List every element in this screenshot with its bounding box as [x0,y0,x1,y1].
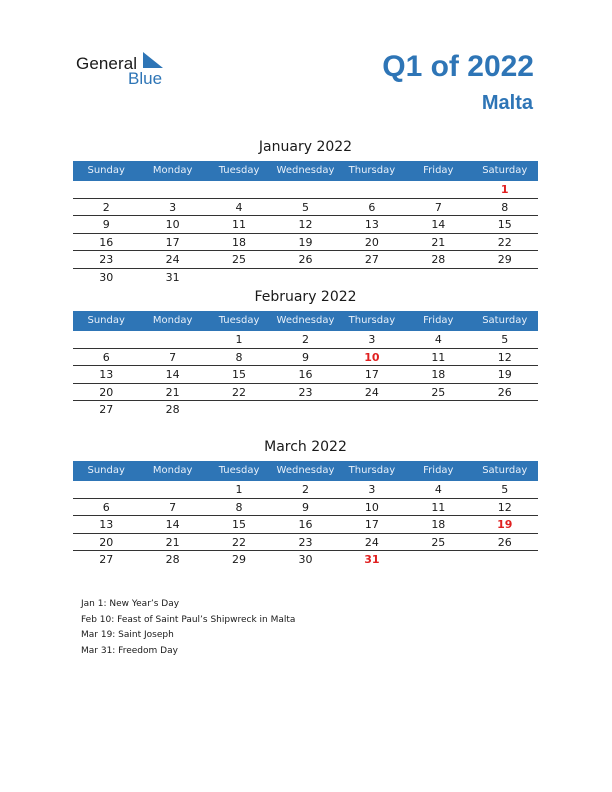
day-cell: 25 [431,535,446,549]
day-cell: 6 [102,500,110,514]
day-cell: 11 [232,218,247,231]
weekday-header [73,161,538,181]
day-cell: 12 [497,350,512,364]
week-row [73,181,538,199]
day-cell: 28 [165,403,180,416]
weekday-label: Thursday [348,165,396,176]
day-cell: 29 [497,253,512,266]
day-cell: 25 [232,253,247,266]
weekday-label: Tuesday [218,465,260,476]
month-title: January 2022 [258,139,353,155]
day-cell: 27 [99,553,114,566]
weekday-label: Monday [152,315,193,326]
day-cell: 29 [232,553,247,566]
weekday-label: Friday [423,465,454,476]
week-row [73,331,538,349]
week-row [73,481,538,499]
day-cell: 18 [232,235,247,249]
country-name: Malta [481,92,533,114]
day-cell: 24 [165,253,180,266]
weekday-label: Tuesday [218,165,260,176]
week-row [73,499,538,517]
day-cell: 11 [431,350,446,364]
week-row [73,199,538,217]
day-cell: 1 [235,483,243,496]
day-cell: 7 [434,200,442,214]
day-cell: 23 [298,535,313,549]
month-calendar-march [73,437,538,569]
week-row [73,551,538,569]
holiday-day-cell: 10 [364,350,380,364]
day-cell [206,181,272,198]
day-cell: 14 [165,518,180,531]
holiday-note: Jan 1: New Year’s Day [81,599,180,609]
day-cell: 7 [169,350,177,364]
day-cell [405,269,471,287]
day-cell: 9 [301,500,309,514]
day-cell: 10 [364,500,379,514]
day-cell: 5 [301,200,309,214]
day-cell: 9 [301,350,309,364]
day-cell: 12 [298,218,313,231]
day-cell: 15 [232,518,247,531]
day-cell: 19 [497,368,512,381]
weekday-label: Thursday [348,315,396,326]
holiday-day-cell: 31 [364,553,380,566]
holiday-day-cell: 1 [500,183,509,196]
day-cell: 24 [364,385,379,399]
month-calendar-january [73,137,538,286]
week-row [73,366,538,384]
day-cell: 3 [368,333,376,346]
day-cell: 16 [298,518,313,531]
weekday-label: Saturday [482,165,528,176]
week-row [73,516,538,534]
day-cell: 3 [169,200,177,214]
day-cell: 15 [232,368,247,381]
day-cell: 27 [99,403,114,416]
day-cell: 2 [102,200,110,214]
weekday-label: Tuesday [218,315,260,326]
weekday-label: Wednesday [276,165,335,176]
month-title: March 2022 [264,439,347,455]
week-row [73,251,538,269]
week-row [73,234,538,252]
weekday-label: Monday [152,165,193,176]
day-cell: 21 [165,535,180,549]
day-cell: 13 [99,368,114,381]
day-cell: 17 [165,235,180,249]
day-cell: 4 [434,483,442,496]
day-cell: 22 [232,535,247,549]
day-cell [405,401,471,419]
day-cell: 20 [99,535,114,549]
day-cell: 15 [497,218,512,231]
day-cell: 18 [431,518,446,531]
day-cell: 7 [169,500,177,514]
logo-text-blue: Blue [128,69,163,88]
logo-triangle-icon [143,52,165,70]
holiday-note: Feb 10: Feast of Saint Paul’s Shipwreck in Malta [81,614,296,625]
day-cell [339,181,405,198]
day-cell: 18 [431,368,446,381]
day-cell: 26 [497,535,512,549]
day-cell: 26 [298,253,313,266]
week-row [73,401,538,419]
logo-text-general: General [76,54,138,73]
day-cell: 22 [497,235,512,249]
weekday-label: Friday [423,315,454,326]
day-cell: 11 [431,500,446,514]
day-cell [139,331,205,348]
day-cell [405,551,471,569]
day-cell: 21 [165,385,180,399]
day-cell [206,269,272,287]
day-cell: 6 [368,200,376,214]
day-cell [339,401,405,419]
day-cell [272,401,338,419]
day-cell [139,481,205,498]
weekday-label: Sunday [87,315,125,326]
weekday-header [73,311,538,331]
weekday-label: Wednesday [276,315,335,326]
day-cell [73,481,139,498]
day-cell: 2 [301,333,309,346]
weekday-label: Saturday [482,465,528,476]
day-cell [472,401,538,419]
day-cell: 14 [431,218,446,231]
day-cell [206,401,272,419]
week-row [73,349,538,367]
week-row [73,384,538,402]
day-cell: 8 [235,350,243,364]
day-cell: 30 [99,270,114,284]
day-cell: 10 [165,218,180,231]
day-cell: 28 [165,553,180,566]
day-cell: 19 [298,235,313,249]
day-cell: 31 [165,270,180,284]
day-cell [472,551,538,569]
day-cell: 6 [102,350,110,364]
day-cell [139,181,205,198]
day-cell: 23 [99,253,114,266]
day-cell: 2 [301,483,309,496]
day-cell: 5 [501,483,509,496]
month-calendar-february [73,287,538,419]
day-cell: 4 [235,200,243,214]
day-cell: 17 [364,518,379,531]
day-cell [339,269,405,287]
day-cell [73,181,139,198]
day-cell [405,181,471,198]
day-cell: 26 [497,385,512,399]
day-cell: 27 [364,253,379,266]
day-cell: 13 [99,518,114,531]
day-cell: 16 [298,368,313,381]
holiday-day-cell: 19 [497,518,513,531]
day-cell: 30 [298,553,313,566]
day-cell: 20 [99,385,114,399]
day-cell: 8 [501,200,509,214]
weekday-label: Sunday [87,465,125,476]
weekday-label: Friday [423,165,454,176]
day-cell [272,269,338,287]
day-cell: 16 [99,235,114,249]
holiday-note: Mar 31: Freedom Day [81,645,178,656]
day-cell: 12 [497,500,512,514]
day-cell [272,181,338,198]
day-cell: 9 [102,218,110,231]
weekday-header [73,461,538,481]
weekday-label: Sunday [87,165,125,176]
day-cell: 21 [431,235,446,249]
holiday-note: Mar 19: Saint Joseph [81,630,174,640]
day-cell [472,269,538,287]
week-row [73,534,538,552]
week-row [73,269,538,287]
logo [76,52,176,92]
weekday-label: Wednesday [276,465,335,476]
day-cell: 28 [431,253,446,266]
holiday-notes [81,597,295,659]
week-row [73,216,538,234]
weekday-label: Saturday [482,315,528,326]
day-cell [73,331,139,348]
day-cell: 22 [232,385,247,399]
day-cell: 17 [364,368,379,381]
page-title: Q1 of 2022 [382,50,534,83]
day-cell: 14 [165,368,180,381]
day-cell: 20 [364,235,379,249]
day-cell: 4 [434,333,442,346]
day-cell: 13 [364,218,379,231]
day-cell: 3 [368,483,376,496]
day-cell: 5 [501,333,509,346]
day-cell: 24 [364,535,379,549]
weekday-label: Monday [152,465,193,476]
month-title: February 2022 [254,289,357,305]
day-cell: 8 [235,500,243,514]
weekday-label: Thursday [348,465,396,476]
day-cell: 23 [298,385,313,399]
day-cell: 25 [431,385,446,399]
day-cell: 1 [235,333,243,346]
